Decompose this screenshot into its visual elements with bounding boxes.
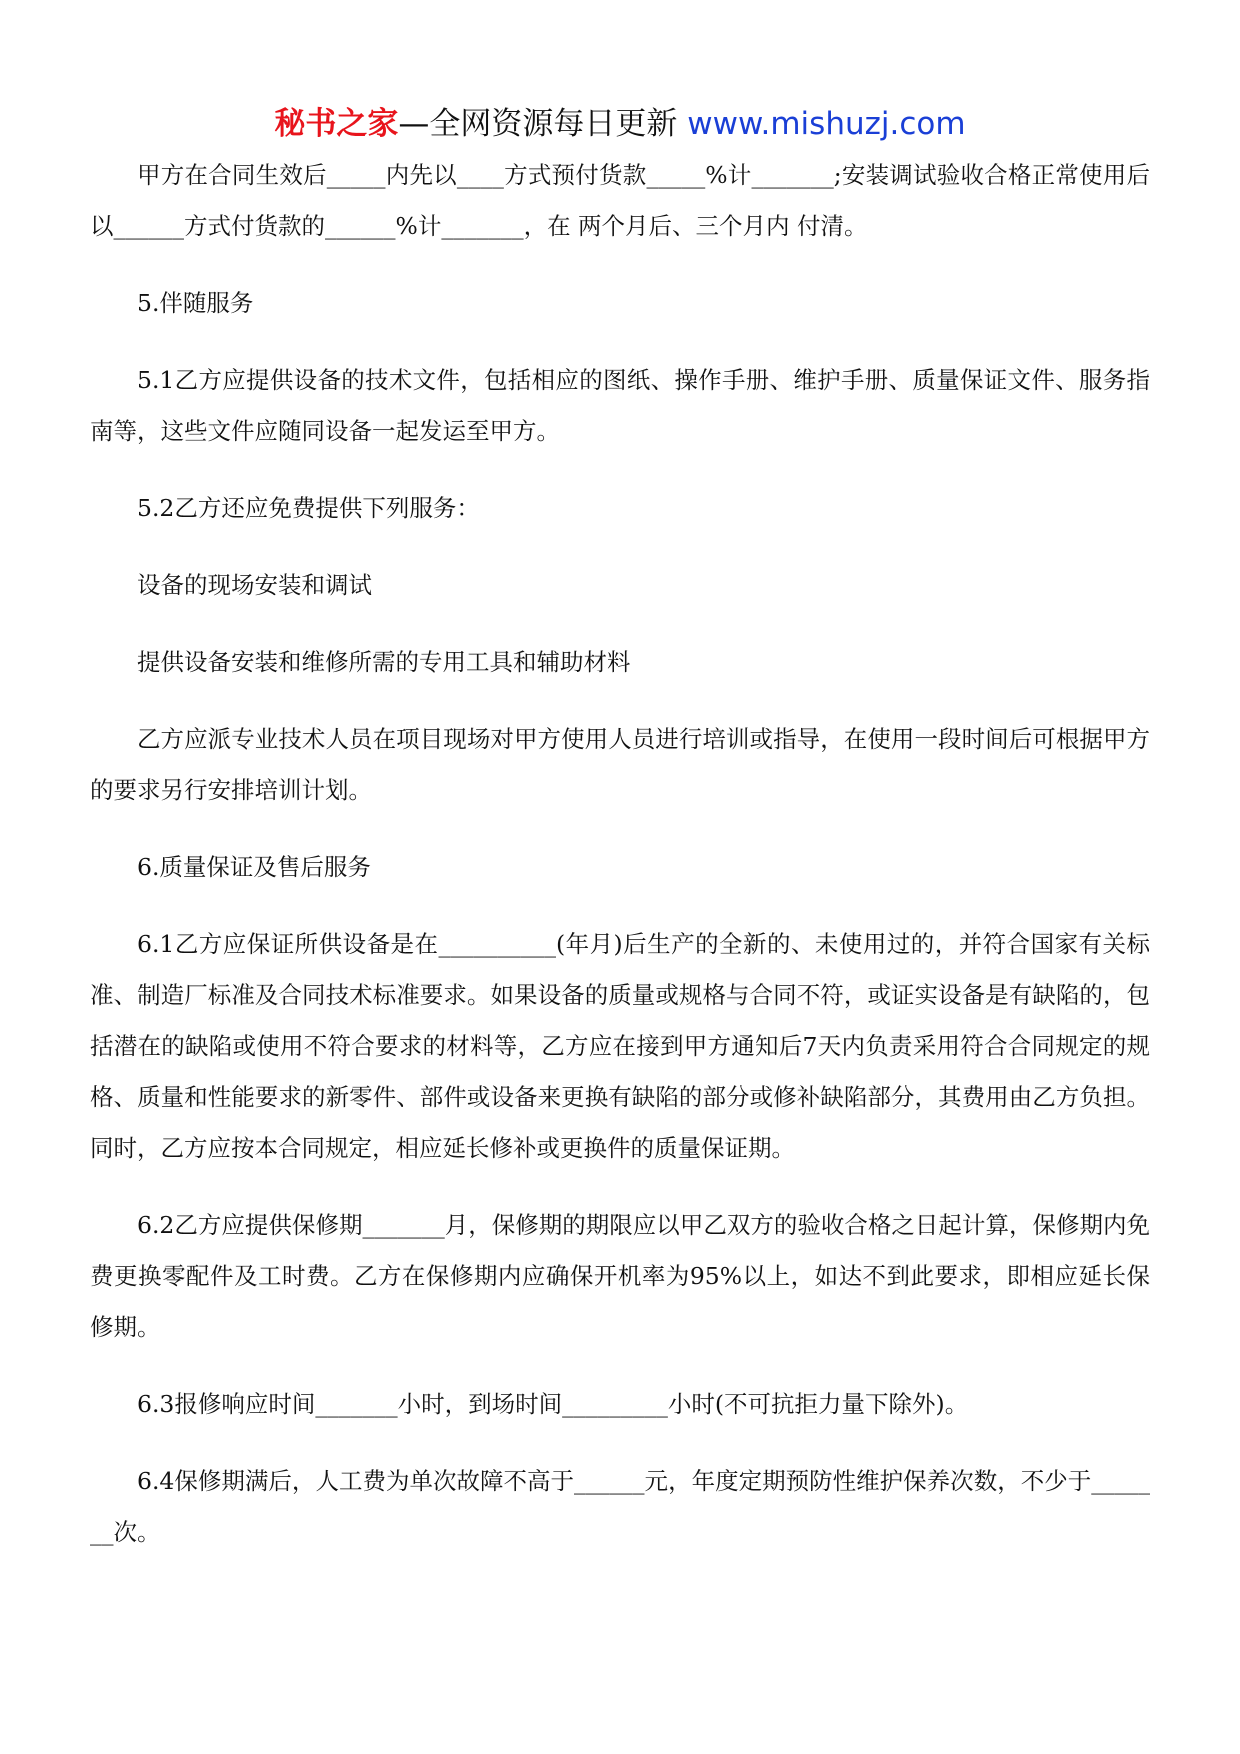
paragraph-6-1: 6.1乙方应保证所供设备是在__________(年月)后生产的全新的、未使用过的，并符合国家有关标准、制造厂标准及合同技术标准要求。如果设备的质量或规格与合同不符，或证实设备是有缺陷的，包括潜在的缺陷或使用不符合要求的材料等，乙方应在接到甲方通知后7天内负责采用符合合同规定的规格、质量和性能要求的新零件、部件或设备来更换有缺陷的部分或修补缺陷部分，其费用由乙方负担。同时，乙方应按本合同规定，相应延长修补或更换件的质量保证期。 (90, 930, 1150, 1162)
site-tagline: —全网资源每日更新 (398, 106, 688, 142)
contract-body (90, 150, 1150, 1584)
site-brand: 秘书之家 (274, 106, 399, 142)
site-url-link[interactable]: www.mishuzj.com (687, 106, 966, 142)
paragraph-6-3: 6.3报修响应时间_______小时，到场时间_________小时(不可抗拒力量下除外)。 (137, 1390, 969, 1418)
site-header (0, 104, 1240, 144)
list-item-tools: 提供设备安装和维修所需的专用工具和辅助材料 (137, 648, 631, 676)
paragraph-6-4: 6.4保修期满后，人工费为单次故障不高于______元，年度定期预防性维护保养次数，不少于_______次。 (90, 1467, 1150, 1546)
section-heading-service: 5.伴随服务 (137, 289, 254, 317)
paragraph-6-2: 6.2乙方应提供保修期_______月，保修期的期限应以甲乙双方的验收合格之日起计算，保修期内免费更换零配件及工时费。乙方在保修期内应确保开机率为95%以上，如达不到此要求，即相应延长保修期。 (90, 1211, 1150, 1341)
section-heading-warranty: 6.质量保证及售后服务 (137, 853, 371, 881)
paragraph-5-1: 5.1乙方应提供设备的技术文件，包括相应的图纸、操作手册、维护手册、质量保证文件、服务指南等，这些文件应随同设备一起发运至甲方。 (90, 366, 1150, 445)
paragraph-5-2: 5.2乙方还应免费提供下列服务： (137, 494, 480, 522)
paragraph-training: 乙方应派专业技术人员在项目现场对甲方使用人员进行培训或指导，在使用一段时间后可根据甲方的要求另行安排培训计划。 (90, 725, 1150, 804)
list-item-installation: 设备的现场安装和调试 (137, 571, 372, 599)
paragraph-payment: 甲方在合同生效后_____内先以____方式预付货款_____%计_______;安装调试验收合格正常使用后以______方式付货款的______%计_______，在 两个月后、三个月内 付清。 (90, 161, 1150, 240)
